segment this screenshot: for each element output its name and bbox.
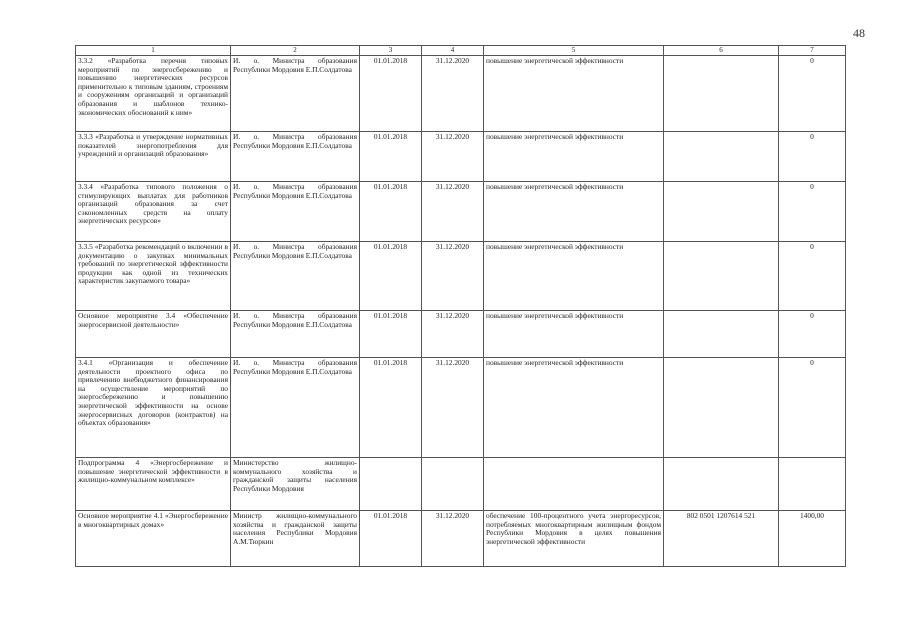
column-number: 6: [664, 46, 779, 56]
table-row: [76, 56, 846, 132]
budget-code-cell: [664, 242, 779, 311]
table-row: [76, 458, 846, 511]
end-date-cell: 31.12.2020: [422, 311, 484, 358]
measure-name-cell: Основное мероприятие 3.4 «Обеспечение энергосервисной деятельности»: [76, 311, 231, 358]
budget-code-cell: [664, 132, 779, 182]
start-date-cell: 01.01.2018: [360, 132, 422, 182]
end-date-cell: 31.12.2020: [422, 56, 484, 132]
table-row: [76, 132, 846, 182]
amount-cell: 0: [779, 311, 846, 358]
column-number: 1: [76, 46, 231, 56]
amount-cell: 1400,00: [779, 511, 846, 567]
result-cell: повышение энергетической эффективности: [484, 242, 664, 311]
start-date-cell: 01.01.2018: [360, 182, 422, 242]
amount-cell: 0: [779, 182, 846, 242]
start-date-cell: 01.01.2018: [360, 56, 422, 132]
start-date-cell: 01.01.2018: [360, 242, 422, 311]
measure-name-cell: Основное мероприятие 4.1 «Энергосбережение в многоквартирных домах»: [76, 511, 231, 567]
column-number: 4: [422, 46, 484, 56]
end-date-cell: 31.12.2020: [422, 511, 484, 567]
program-table: [75, 45, 846, 567]
budget-code-cell: [664, 182, 779, 242]
measure-name-cell: 3.3.3 «Разработка и утверждение нормативных показателей энергопотребления для учреждений и организаций образования»: [76, 132, 231, 182]
table-row: [76, 242, 846, 311]
measure-name-cell: 3.3.2 «Разработка перечня типовых мероприятий по энергосбережению и повышению энергетических ресурсов применительно к типовым зданиям, строениям и сооружениям организаций и организаций образования и шаблонов технико-экономических обоснований к ним»: [76, 56, 231, 132]
table-row: [76, 311, 846, 358]
end-date-cell: 31.12.2020: [422, 242, 484, 311]
result-cell: повышение энергетической эффективности: [484, 56, 664, 132]
budget-code-cell: [664, 56, 779, 132]
budget-code-cell: [664, 311, 779, 358]
start-date-cell: 01.01.2018: [360, 358, 422, 458]
end-date-cell: 31.12.2020: [422, 182, 484, 242]
amount-cell: 0: [779, 242, 846, 311]
result-cell: [484, 458, 664, 511]
amount-cell: [779, 458, 846, 511]
responsible-cell: И. о. Министра образования Республики Мордовия Е.П.Солдатова: [231, 182, 360, 242]
responsible-cell: Министерство жилищно-коммунального хозяйства и гражданской защиты населения Республики Мордовия: [231, 458, 360, 511]
measure-name-cell: 3.3.4 «Разработка типового положения о стимулирующих выплатах для работников организаций образования за счет сэкономленных средств на оплату энергетических ресурсов»: [76, 182, 231, 242]
result-cell: повышение энергетической эффективности: [484, 311, 664, 358]
subprogram-name-cell: Подпрограмма 4 «Энергосбережение и повышение энергетической эффективности в жилищно-коммунальном комплексе»: [76, 458, 231, 511]
result-cell: повышение энергетической эффективности: [484, 132, 664, 182]
table-row: [76, 182, 846, 242]
end-date-cell: 31.12.2020: [422, 358, 484, 458]
column-number: 2: [231, 46, 360, 56]
start-date-cell: [360, 458, 422, 511]
page-number: 48: [853, 26, 865, 40]
result-cell: повышение энергетической эффективности: [484, 358, 664, 458]
amount-cell: 0: [779, 358, 846, 458]
budget-code-cell: 802 0501 1207614 521: [664, 511, 779, 567]
column-number-row: [76, 46, 846, 56]
table-row: [76, 511, 846, 567]
amount-cell: 0: [779, 56, 846, 132]
column-number: 7: [779, 46, 846, 56]
measure-name-cell: 3.3.5 «Разработка рекомендаций о включении в документацию о закупках минимальных требований по энергетической эффективности продукции как одной из технических характеристик закупаемого товара»: [76, 242, 231, 311]
start-date-cell: 01.01.2018: [360, 511, 422, 567]
measure-name-cell: 3.4.1 «Организация и обеспечение деятельности проектного офиса по привлечению внебюджетного финансирования на осуществление мероприятий по энергосбережению и повышению энергетической эффективности на основе энергосервисных договоров (контрактов) на объектах образования»: [76, 358, 231, 458]
responsible-cell: И. о. Министра образования Республики Мордовия Е.П.Солдатова: [231, 132, 360, 182]
start-date-cell: 01.01.2018: [360, 311, 422, 358]
responsible-cell: Министр жилищно-коммунального хозяйства и гражданской защиты населения Республики Мордовия А.М.Тюркин: [231, 511, 360, 567]
amount-cell: 0: [779, 132, 846, 182]
result-cell: обеспечение 100-процентного учета энергоресурсов, потребляемых многоквартирным жилищным фондом Республики Мордовия в целях повышения энергетической эффективности: [484, 511, 664, 567]
responsible-cell: И. о. Министра образования Республики Мордовия Е.П.Солдатова: [231, 358, 360, 458]
end-date-cell: [422, 458, 484, 511]
budget-code-cell: [664, 458, 779, 511]
responsible-cell: И. о. Министра образования Республики Мордовия Е.П.Солдатова: [231, 242, 360, 311]
end-date-cell: 31.12.2020: [422, 132, 484, 182]
result-cell: повышение энергетической эффективности: [484, 182, 664, 242]
column-number: 5: [484, 46, 664, 56]
responsible-cell: И. о. Министра образования Республики Мордовия Е.П.Солдатова: [231, 56, 360, 132]
table-row: [76, 358, 846, 458]
responsible-cell: И. о. Министра образования Республики Мордовия Е.П.Солдатова: [231, 311, 360, 358]
budget-code-cell: [664, 358, 779, 458]
column-number: 3: [360, 46, 422, 56]
